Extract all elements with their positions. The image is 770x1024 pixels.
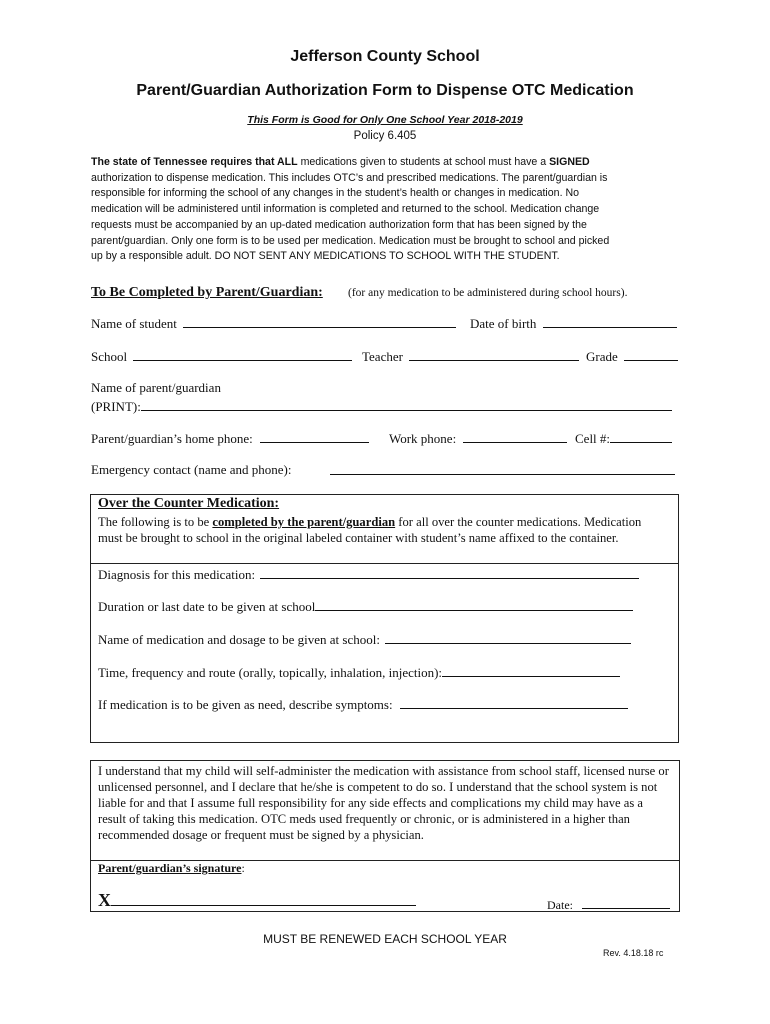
date-label-text: Date:: [547, 898, 573, 912]
signature-field[interactable]: [111, 889, 416, 906]
emergency-field[interactable]: [330, 474, 675, 475]
work-phone-field[interactable]: [463, 429, 567, 443]
parent-section-note: (for any medication to be administered during school hours).: [348, 287, 628, 299]
otc-medication-box: [90, 494, 679, 743]
dob-label: Date of birth: [470, 316, 537, 331]
work-phone-label: Work phone:: [389, 431, 457, 446]
renewal-note: MUST BE RENEWED EACH SCHOOL YEAR: [263, 932, 507, 946]
intro-line-4: medication will be administered until information is completed and returned to the school. Medication change: [91, 203, 600, 216]
signature-label-text: Parent/guardian’s signature: [98, 861, 242, 875]
consent-text: I understand that my child will self-administer the medication with assistance from school staff, licensed nurse or unlicensed personnel, and I declare that he/she is competent to do so. I understand that the school system is not liable for and that I assume full responsibility for any side effects and complications my child may have as a result of taking this medication. OTC meds used frequently or chronic, or is administered in a higher than recommended dosage or frequent must be signed by a physician.: [98, 764, 669, 842]
grade-label: Grade: [586, 349, 618, 364]
intro-line-1a: The state of Tennessee requires that ALL: [91, 156, 298, 168]
intro-line-5: requests must be accompanied by an up-dated medication authorization form that has been signed by the: [91, 218, 587, 231]
revision-note: Rev. 4.18.18 rc: [603, 948, 664, 958]
duration-field[interactable]: [315, 597, 633, 611]
duration-label: Duration or last date to be given at school: [98, 599, 316, 614]
cell-field[interactable]: [610, 429, 672, 443]
signature-label: [98, 861, 245, 876]
symptoms-label: If medication is to be given as need, describe symptoms:: [98, 697, 393, 712]
teacher-label: Teacher: [362, 349, 403, 364]
otc-box-header: [91, 495, 678, 564]
signature-line[interactable]: [98, 889, 416, 911]
home-phone-field[interactable]: [260, 429, 369, 443]
home-phone-label: Parent/guardian’s home phone:: [91, 431, 253, 446]
otc-text-post: for all over the counter medications. Medication must be brought to school in the original labeled container with student’s name affixed to the container.: [98, 515, 642, 545]
intro-line-3: responsible for informing the school of any changes in the student’s health or changes in medication. No: [91, 187, 580, 200]
diagnosis-label: Diagnosis for this medication:: [98, 567, 256, 582]
otc-box-title: Over the Counter Medication:: [98, 496, 280, 511]
symptoms-field[interactable]: [400, 695, 628, 709]
signature-label-colon: :: [241, 861, 245, 875]
student-name-field[interactable]: [183, 314, 456, 328]
med-name-label: Name of medication and dosage to be given at school:: [98, 632, 380, 647]
intro-line-2: authorization to dispense medication. This includes OTC’s and prescribed medications. The parent/guardian is: [91, 171, 608, 184]
teacher-field[interactable]: [409, 347, 579, 361]
school-name: Jefferson County School: [290, 48, 480, 65]
intro-line-7: up by a responsible adult. DO NOT SENT ANY MEDICATIONS TO SCHOOL WITH THE STUDENT.: [91, 250, 560, 263]
school-field[interactable]: [133, 347, 352, 361]
intro-line-6: parent/guardian. Only one form is to be used per medication. Medication must be brought to school and picked: [91, 234, 610, 247]
parent-section-heading: To Be Completed by Parent/Guardian:: [91, 285, 323, 300]
grade-field[interactable]: [624, 347, 678, 361]
cell-label: Cell #:: [575, 431, 611, 446]
intro-line-1b: medications given to students at school must have a: [297, 156, 550, 168]
guardian-name-label: Name of parent/guardian: [91, 380, 221, 395]
intro-line-1c: SIGNED: [549, 156, 590, 168]
signature-x-mark: X: [98, 890, 111, 910]
guardian-name-field[interactable]: [141, 397, 672, 411]
dob-field[interactable]: [543, 314, 677, 328]
date-field[interactable]: [582, 895, 670, 909]
validity-note: This Form is Good for Only One School Year 2018-2019: [247, 114, 523, 126]
diagnosis-field[interactable]: [260, 565, 639, 579]
med-name-field[interactable]: [385, 630, 631, 644]
consent-box: [90, 760, 680, 912]
intro-paragraph: [91, 155, 679, 265]
guardian-print-label: (PRINT):: [91, 399, 141, 414]
emergency-label: Emergency contact (name and phone):: [91, 462, 292, 477]
otc-text-pre: The following is to be: [98, 515, 213, 529]
school-label: School: [91, 349, 128, 364]
otc-text-bold: completed by the parent/guardian: [212, 515, 396, 529]
otc-box-instructions: [98, 514, 668, 546]
date-line: [547, 895, 670, 913]
student-name-label: Name of student: [91, 316, 177, 331]
form-title: Parent/Guardian Authorization Form to Dispense OTC Medication: [136, 82, 634, 99]
time-route-field[interactable]: [442, 663, 620, 677]
policy-number: Policy 6.405: [353, 130, 417, 142]
time-route-label: Time, frequency and route (orally, topically, inhalation, injection):: [98, 665, 443, 680]
